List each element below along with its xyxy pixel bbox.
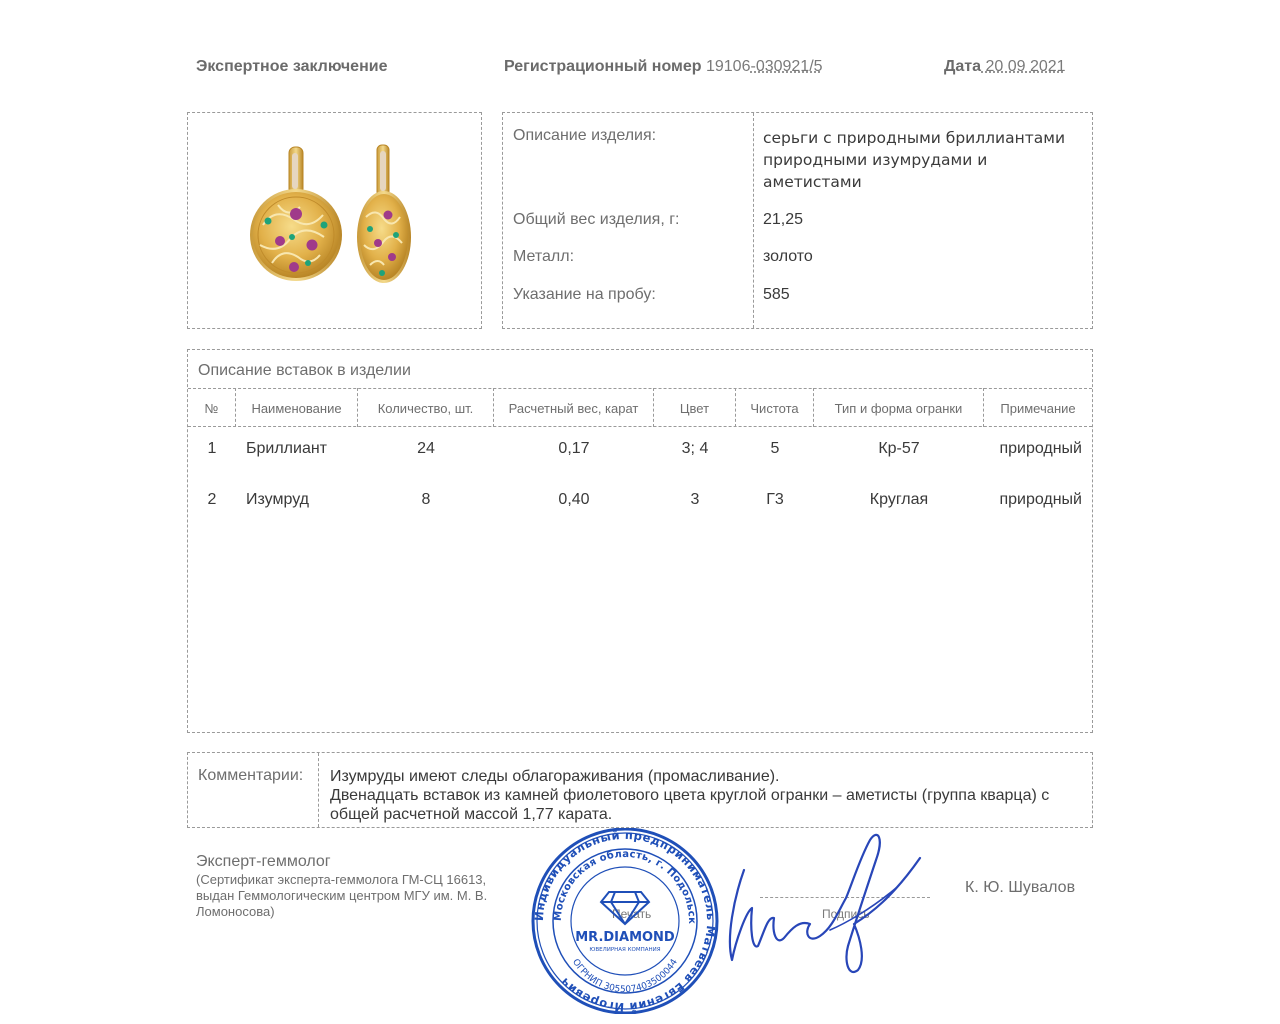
cell-number: 1 [207, 440, 217, 457]
cell-quantity: 8 [421, 491, 431, 508]
cell-clarity: Г3 [766, 491, 784, 508]
product-label: Описание изделия: [513, 127, 657, 144]
comments-label: Комментарии: [198, 767, 304, 784]
cell-name: Изумруд [246, 491, 309, 508]
stamp-label: Печать [612, 907, 652, 921]
table-row [188, 440, 1092, 470]
comments-box [187, 752, 1093, 828]
stamp-inner-text: Московская область, г. Подольск [552, 848, 698, 925]
column-header-weight: Расчетный вес, карат [494, 388, 654, 427]
table-row [188, 491, 1092, 521]
cell-weight: 0,40 [558, 491, 590, 508]
description-divider [753, 113, 754, 328]
comment-line-1: Изумруды имеют следы облагораживания (промасливание). [330, 768, 780, 785]
column-header-cut: Тип и форма огранки [814, 388, 984, 427]
stamp-brand-sub: ЮВЕЛИРНАЯ КОМПАНИЯ [589, 947, 661, 953]
document-date [944, 58, 1066, 76]
column-header-color: Цвет [654, 388, 736, 427]
cell-cut: Кр-57 [878, 440, 920, 457]
comments-divider [318, 753, 319, 827]
stamp-outer-text: Индивидуальный предприниматель Матвеев Евгений Игоревич [531, 828, 719, 1014]
cell-note: природный [999, 491, 1082, 508]
diamond-icon [601, 892, 652, 924]
cell-number: 2 [207, 491, 217, 508]
cell-quantity: 24 [417, 440, 435, 457]
column-header-name: Наименование [236, 388, 358, 427]
comment-line-2: Двенадцать вставок из камней фиолетового цвета круглой огранки – аметисты (группа кварца) с общей расчетной массой 1,77 карата. [330, 787, 1050, 823]
expert-title: Эксперт-геммолог [196, 853, 331, 870]
svg-text:Московская область, г. Подольс [553, 849, 697, 924]
cell-clarity: 5 [770, 440, 780, 457]
cell-cut: Круглая [869, 491, 929, 508]
assay-label: Указание на пробу: [513, 286, 656, 303]
date-label: Дата [944, 58, 982, 75]
expert-certificate: (Сертификат эксперта-геммолога ГМ-СЦ 16613, выдан Геммологическим центром МГУ им. М. В. Ломоносова) [196, 872, 488, 919]
inserts-table-box [187, 349, 1093, 733]
registration-value-a: 19106 [705, 58, 751, 75]
svg-text:ОГРНИП 305507403500044 [570, 957, 680, 995]
signature-label: Подпись [822, 907, 870, 921]
column-header-quantity: Количество, шт. [358, 388, 494, 427]
column-header-note: Примечание [1000, 401, 1076, 416]
signature-scribble [720, 828, 935, 983]
cell-color: 3 [690, 491, 700, 508]
product-photo-box [187, 112, 482, 329]
cell-note: природный [999, 440, 1082, 457]
column-header-number: № [188, 388, 236, 427]
inserts-title: Описание вставок в изделии [198, 362, 411, 379]
registration-label: Регистрационный номер [504, 58, 702, 75]
cell-color: 3; 4 [681, 440, 709, 457]
column-header-clarity: Чистота [736, 388, 814, 427]
expert-name: К. Ю. Шувалов [965, 879, 1076, 896]
left-earring [250, 147, 342, 281]
comments-text [330, 767, 1070, 824]
right-earring [357, 145, 411, 283]
company-stamp [527, 828, 723, 1014]
earrings-photo [188, 113, 483, 330]
cell-name: Бриллиант [246, 440, 328, 457]
stamp-ogrnip: ОГРНИП 305507403500044 [569, 957, 681, 996]
metal-value: золото [763, 248, 813, 265]
product-description-box [502, 112, 1093, 329]
product-value: серьги с природными бриллиантами природными изумрудами и аметистами [763, 129, 1066, 191]
table-header [188, 388, 1092, 427]
metal-label: Металл: [513, 248, 575, 265]
weight-value: 21,25 [763, 211, 804, 228]
stamp-brand: MR.DIAMOND [575, 930, 675, 945]
cell-weight: 0,17 [558, 440, 590, 457]
registration-value-b: -030921/5 [750, 58, 823, 75]
document-title: Экспертное заключение [196, 58, 388, 75]
registration-number [504, 58, 823, 76]
date-value: 20 09 2021 [981, 58, 1066, 75]
assay-value: 585 [763, 286, 790, 303]
weight-label: Общий вес изделия, г: [513, 211, 680, 228]
